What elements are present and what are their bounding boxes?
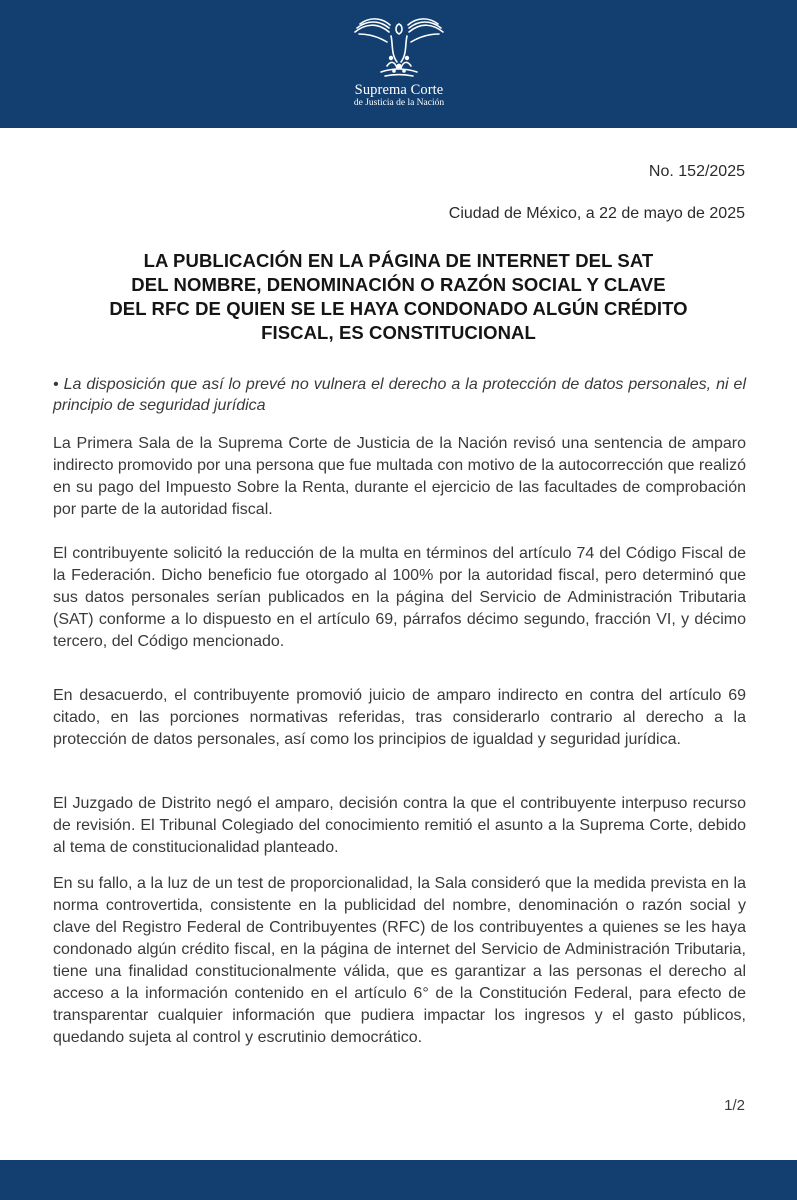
scjn-logo (338, 14, 460, 114)
press-release-number: No. 152/2025 (648, 163, 745, 180)
logo-subtitle: de Justicia de la Nación (353, 98, 445, 108)
page-indicator: 1/2 (724, 1097, 745, 1114)
body-paragraph: En desacuerdo, el contribuyente promovió juicio de amparo indirecto en contra del artículo 69 citado, en las porciones normativas referidas, tras considerarlo contrario al derecho a la protección de datos personales, así como los principios de igualdad y seguridad jurídica. (53, 687, 746, 748)
headline-line: FISCAL, ES CONSTITUCIONAL (261, 322, 536, 343)
logo-name: Suprema Corte (354, 82, 444, 98)
headline-line: LA PUBLICACIÓN EN LA PÁGINA DE INTERNET DEL SAT (143, 250, 654, 271)
body-paragraph: El contribuyente solicitó la reducción de la multa en términos del artículo 74 del Código Fiscal de la Federación. Dicho beneficio fue otorgado al 100% por la autoridad fiscal, pero determinó que sus datos personales serían publicados en la página del Servicio de Administración Tributaria (SAT) conforme a lo dispuesto en el artículo 69, párrafos décimo segundo, fracción VI, y décimo tercero, del Código mencionado. (53, 545, 746, 650)
body-paragraph: El Juzgado de Distrito negó el amparo, decisión contra la que el contribuyente interpuso recurso de revisión. El Tribunal Colegiado del conocimiento remitió el asunto a la Suprema Corte, debido al tema de constitucionalidad planteado. (53, 795, 746, 856)
body-paragraph: La Primera Sala de la Suprema Corte de Justicia de la Nación revisó una sentencia de amparo indirecto promovido por una persona que fue multada con motivo de la autocorrección que realizó en su pago del Impuesto Sobre la Renta, durante el ejercicio de las facultades de comprobación por parte de la autoridad fiscal. (53, 435, 746, 518)
body-paragraph: En su fallo, a la luz de un test de proporcionalidad, la Sala consideró que la medida prevista en la norma controvertida, consistente en la publicidad del nombre, denominación o razón social y clave del Registro Federal de Contribuyentes (RFC) de los contribuyentes a quienes se les haya condonado algún crédito fiscal, en la página de internet del Servicio de Administración Tributaria, tiene una finalidad constitucionalmente válida, que es garantizar a las personas el derecho al acceso a la información contenido en el artículo 6° de la Constitución Federal, para efecto de transparentar cualquier información que pudiera impactar los ingresos y el gasto públicos, quedando sujeta al control y escrutinio democrático. (53, 875, 746, 1046)
summary-bullet: • La disposición que así lo prevé no vulnera el derecho a la protección de datos personales, ni el principio de seguridad jurídica (53, 376, 746, 414)
footer-band (0, 1160, 797, 1200)
place-date: Ciudad de México, a 22 de mayo de 2025 (448, 205, 745, 222)
headline-line: DEL NOMBRE, DENOMINACIÓN O RAZÓN SOCIAL Y CLAVE (131, 274, 666, 295)
header-band (0, 0, 797, 128)
headline-line: DEL RFC DE QUIEN SE LE HAYA CONDONADO ALGÚN CRÉDITO (109, 298, 688, 319)
eagle-emblem-icon (351, 14, 447, 80)
headline (60, 249, 737, 345)
